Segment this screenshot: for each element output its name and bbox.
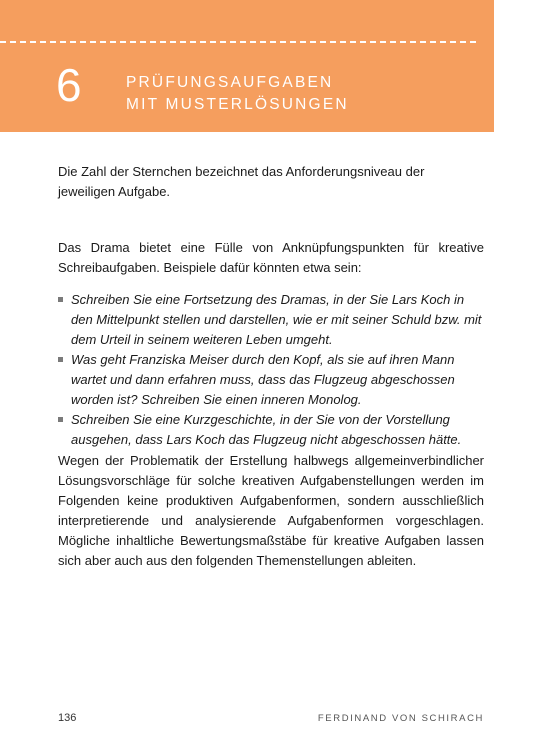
list-item	[58, 410, 484, 450]
square-bullet-icon	[58, 297, 63, 302]
list-item-text: Schreiben Sie eine Kurzgeschichte, in der Sie von der Vorstellung ausgehen, dass Lars Koch das Flugzeug nicht abgeschossen hätte.	[71, 412, 462, 447]
square-bullet-icon	[58, 357, 63, 362]
problem-paragraph: Wegen der Problematik der Erstellung halbwegs allgemeinverbindlicher Lösungsvorschläge für solche kreativen Aufgabenstellungen werden im Folgenden keine produktiven Aufgabenformen, sondern ausschließlich interpretierende und analysierende Aufgabenformen vorgeschlagen. Mögliche inhaltliche Bewertungsmaßstäbe für kreative Aufgaben lassen sich aber auch aus den folgenden Themenstellungen ableiten.	[58, 453, 484, 568]
list-item	[58, 350, 484, 410]
list-item	[58, 290, 484, 350]
page-number: 136	[58, 712, 77, 724]
dashed-divider	[0, 41, 476, 43]
chapter-header	[0, 0, 494, 132]
running-head: FERDINAND VON SCHIRACH	[317, 713, 484, 724]
chapter-title-line1: PRÜFUNGSAUFGABEN	[126, 74, 334, 91]
square-bullet-icon	[58, 417, 63, 422]
intro-paragraph: Die Zahl der Sternchen bezeichnet das Anforderungsniveau der jeweiligen Aufgabe.	[58, 164, 425, 199]
drama-paragraph: Das Drama bietet eine Fülle von Anknüpfungspunkten für kreative Schreibaufgaben. Beispiele dafür könnten etwa sein:	[58, 240, 484, 275]
chapter-number: 6	[56, 59, 82, 111]
task-list	[58, 290, 484, 450]
list-item-text: Was geht Franziska Meiser durch den Kopf, als sie auf ihren Mann wartet und dann erfahren muss, dass das Flugzeug abgeschossen worden ist? Schreiben Sie einen inneren Monolog.	[71, 352, 455, 407]
list-item-text: Schreiben Sie eine Fortsetzung des Dramas, in der Sie Lars Koch in den Mittelpunkt stellen und darstellen, wie er mit seiner Schuld bzw. mit dem Urteil in seinem weiteren Leben umgeht.	[71, 292, 482, 347]
chapter-title-line2: MIT MUSTERLÖSUNGEN	[126, 96, 349, 113]
chapter-title	[126, 72, 349, 116]
